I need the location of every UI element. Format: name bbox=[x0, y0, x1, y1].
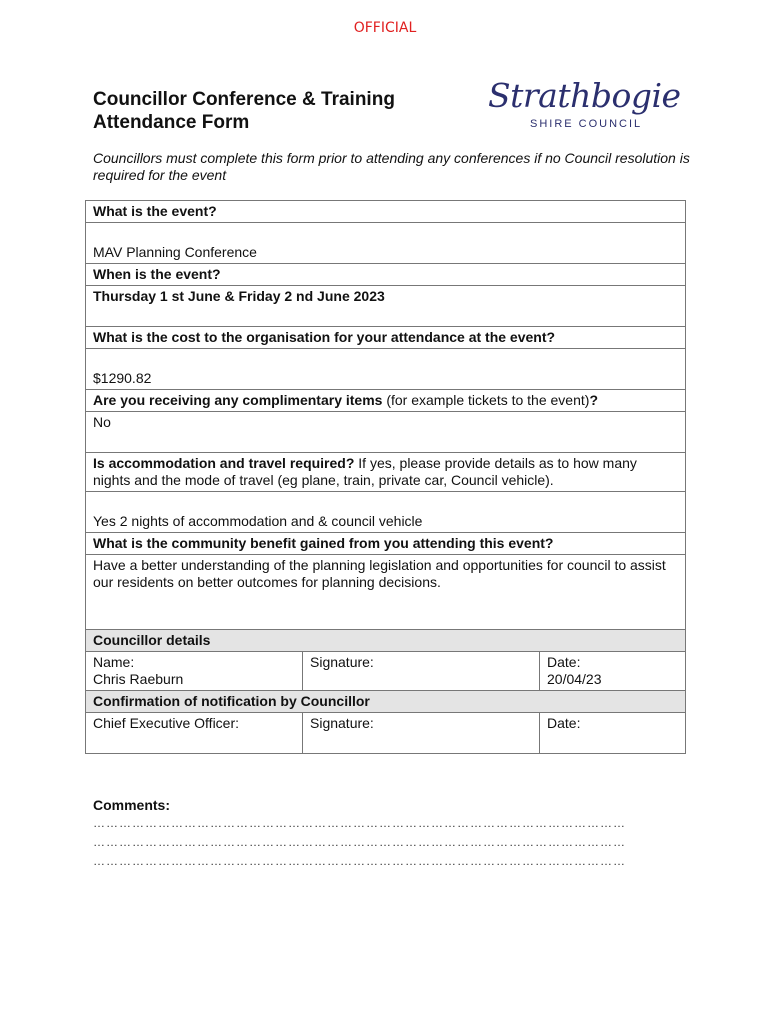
cost-question-row bbox=[86, 327, 686, 349]
accommodation-question-bold: Is accommodation and travel required? bbox=[93, 455, 355, 471]
councillor-name-label: Name: bbox=[93, 654, 135, 670]
when-question: When is the event? bbox=[86, 264, 686, 286]
councillor-details-heading: Councillor details bbox=[86, 630, 686, 652]
ceo-label: Chief Executive Officer: bbox=[93, 715, 240, 731]
event-question: What is the event? bbox=[86, 201, 686, 223]
comments-line-3[interactable]: …………………………………………………………………………………………………………… bbox=[93, 854, 626, 868]
benefit-question-row bbox=[86, 533, 686, 555]
confirmation-heading-row bbox=[86, 691, 686, 713]
ceo-signature-label: Signature: bbox=[310, 715, 374, 731]
councillor-signature-cell[interactable] bbox=[303, 652, 540, 691]
cost-question: What is the cost to the organisation for your attendance at the event? bbox=[86, 327, 686, 349]
benefit-answer-row bbox=[86, 555, 686, 630]
logo-subtitle: SHIRE COUNCIL bbox=[530, 118, 643, 130]
councillor-heading-row bbox=[86, 630, 686, 652]
councillor-date-value: 20/04/23 bbox=[547, 671, 602, 687]
complimentary-answer-row bbox=[86, 412, 686, 453]
councillor-date-cell[interactable] bbox=[540, 652, 686, 691]
confirmation-heading: Confirmation of notification by Councillor bbox=[86, 691, 686, 713]
ceo-date-cell[interactable] bbox=[540, 713, 686, 754]
classification-label: OFFICIAL bbox=[353, 20, 417, 36]
councillor-details-row bbox=[86, 652, 686, 691]
attendance-form-table bbox=[85, 200, 686, 754]
form-title-line2: Attendance Form bbox=[93, 112, 250, 133]
complimentary-question bbox=[86, 390, 686, 412]
complimentary-question-bold: Are you receiving any complimentary items bbox=[93, 392, 383, 408]
accommodation-question-normal: If yes, please provide details as to how many nights and the mode of travel (eg plane, train, private car, Council vehicle). bbox=[93, 455, 637, 488]
councillor-name-cell[interactable] bbox=[86, 652, 303, 691]
event-question-row bbox=[86, 201, 686, 223]
comments-line-1[interactable]: …………………………………………………………………………………………………………… bbox=[93, 816, 626, 830]
cost-answer[interactable]: $1290.82 bbox=[86, 349, 686, 390]
councillor-signature-label: Signature: bbox=[310, 654, 374, 670]
councillor-name-value: Chris Raeburn bbox=[93, 671, 184, 687]
council-logo bbox=[488, 76, 688, 134]
intro-text: Councillors must complete this form prior to attending any conferences if no Council resolution is required for the event bbox=[93, 150, 690, 183]
logo-wordmark: Strathbogie bbox=[488, 76, 681, 115]
comments-section bbox=[93, 796, 673, 871]
when-question-row bbox=[86, 264, 686, 286]
complimentary-answer[interactable]: No bbox=[86, 412, 686, 453]
comments-line-2[interactable]: …………………………………………………………………………………………………………… bbox=[93, 835, 626, 849]
complimentary-question-row bbox=[86, 390, 686, 412]
benefit-question: What is the community benefit gained from you attending this event? bbox=[86, 533, 686, 555]
accommodation-answer-row bbox=[86, 492, 686, 533]
when-answer-row bbox=[86, 286, 686, 327]
accommodation-answer[interactable]: Yes 2 nights of accommodation and & council vehicle bbox=[86, 492, 686, 533]
comments-label: Comments: bbox=[93, 797, 171, 813]
councillor-date-label: Date: bbox=[547, 654, 581, 670]
event-answer-row bbox=[86, 223, 686, 264]
ceo-date-label: Date: bbox=[547, 715, 581, 731]
benefit-answer[interactable]: Have a better understanding of the planning legislation and opportunities for council to assist our residents on better outcomes for planning decisions. bbox=[86, 555, 686, 630]
accommodation-question bbox=[86, 453, 686, 492]
ceo-signature-cell[interactable] bbox=[303, 713, 540, 754]
accommodation-question-row bbox=[86, 453, 686, 492]
cost-answer-row bbox=[86, 349, 686, 390]
confirmation-details-row bbox=[86, 713, 686, 754]
form-title bbox=[93, 88, 473, 134]
ceo-cell[interactable] bbox=[86, 713, 303, 754]
when-answer[interactable]: Thursday 1 st June & Friday 2 nd June 2023 bbox=[86, 286, 686, 327]
form-title-line1: Councillor Conference & Training bbox=[93, 89, 395, 110]
event-answer[interactable]: MAV Planning Conference bbox=[86, 223, 686, 264]
complimentary-question-mark: ? bbox=[589, 392, 598, 408]
complimentary-question-normal: (for example tickets to the event) bbox=[382, 392, 590, 408]
